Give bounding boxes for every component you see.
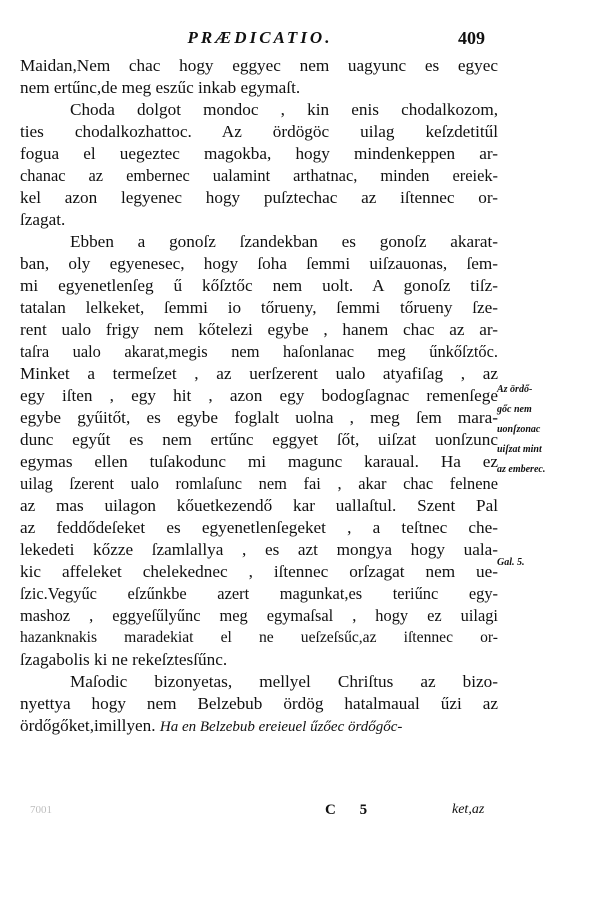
text-line: lekedeti kőzze ſzamlallya , es azt mongya hogy uala-: [20, 540, 498, 559]
margin-note: [497, 380, 545, 480]
catchword: ket,az: [452, 802, 485, 817]
text-line: egybe gyűitőt, es egybe foglalt uolna , meg ſem mara-: [20, 408, 498, 427]
page-number: 409: [458, 28, 485, 48]
text-line: Maſodic bizonyetas, mellyel Chriſtus az bizo-: [70, 672, 498, 691]
margin-note-line: uonſzonac: [497, 424, 541, 435]
margin-note: [497, 553, 525, 573]
running-head: PRÆDICATIO.: [187, 28, 333, 47]
text-line-last-italic: Ha en Belzebub ereieuel űzőec ördőgőc-: [159, 719, 403, 735]
text-line: Minket a termeſzet , az uerſzerent ualo atyafiſag , az: [20, 364, 498, 383]
text-line: dunc egyűt es nem ertűnc eggyet ſőt, uiſzat uonſzunc: [20, 430, 498, 449]
margin-note-line: uiſzat mint: [497, 444, 542, 455]
text-line: kic affeleket chelekednec , iſtennec orſzagat nem ue-: [20, 562, 498, 581]
text-line-last: [20, 715, 498, 737]
text-line: kel azon legyenec hogy puſztechac az iſtennec or-: [20, 188, 498, 207]
text-line: Maidan,Nem chac hogy eggyec nem uagyunc es egyec: [20, 56, 498, 75]
text-line: mashoz , eggyeſűlyűnc meg egymaſsal , hogy ez uilagi: [20, 606, 498, 625]
text-line: tatalan lelkeket, ſemmi io tőrueny, ſemmi tőrueny ſze-: [20, 298, 498, 317]
signature-mark: C 5: [325, 802, 378, 818]
text-line: az mas uilagon kőuetkezendő kar uallaſtul. Szent Pal: [20, 496, 498, 515]
text-line: nem ertűnc,de meg eszűc inkab egymaſt.: [20, 78, 301, 97]
text-line: hazanknakis maradekiat el ne ueſzeſsűc,az iſtennec or-: [20, 629, 498, 646]
text-line: mi egyenetlenſeg ű kőſztőc nem uolt. A gonoſz tiſz-: [20, 276, 498, 295]
text-line: uilag ſzerent ualo romlaſunc nem fai , akar chac felnene: [20, 474, 498, 493]
text-line: ſzagabolis ki ne rekeſztesſűnc.: [20, 650, 228, 669]
body-text: [20, 55, 498, 737]
text-line: nyettya hogy nem Belzebub ördög hatalmaual űzi az: [20, 694, 498, 713]
text-line: ſzic.Vegyűc eſzűnkbe azert magunkat,es teriűnc egy-: [20, 584, 498, 603]
margin-note-line: Gal. 5.: [497, 557, 525, 568]
text-line: egymas ellen tuſakodunc mi magunc karaual. Ha ez: [20, 452, 498, 471]
text-line: taſra ualo akarat,megis nem haſonlanac meg űnkőſztőc.: [20, 342, 498, 361]
bleed-through-text: 7001: [30, 804, 52, 816]
page-header: [0, 28, 595, 52]
text-line: egy iſten , egy hit , azon egy bodogſagnac remenſege: [20, 386, 498, 405]
text-line: ties chodalkozhattoc. Az ördögöc uilag keſzdetitűl: [20, 122, 498, 141]
margin-note-line: gőc nem: [497, 404, 532, 415]
page-footer: [0, 800, 595, 830]
text-line: rent ualo frigy nem kőtelezi egybe , hanem chac az ar-: [20, 320, 498, 339]
text-line: chanac az embernec ualamint arthatnac, minden ereiek-: [20, 166, 498, 185]
text-line: Ebben a gonoſz ſzandekban es gonoſz akarat-: [70, 232, 498, 251]
text-line: ſzagat.: [20, 210, 66, 229]
margin-note-line: az emberec.: [497, 464, 546, 475]
margin-note-line: Az ördő-: [497, 384, 533, 395]
text-line: az feddődeſeket es egyenetlenſegeket , a teſtnec che-: [20, 518, 498, 537]
text-line: fogua el uegeztec magokba, hogy mindenkeppen ar-: [20, 144, 498, 163]
text-line-last-roman: ördőgőket,imillyen.: [20, 716, 156, 735]
text-line: ban, oly egyenesec, hogy ſoha ſemmi uiſzauonas, ſem-: [20, 254, 498, 273]
text-line: Choda dolgot mondoc , kin enis chodalkozom,: [70, 100, 498, 119]
